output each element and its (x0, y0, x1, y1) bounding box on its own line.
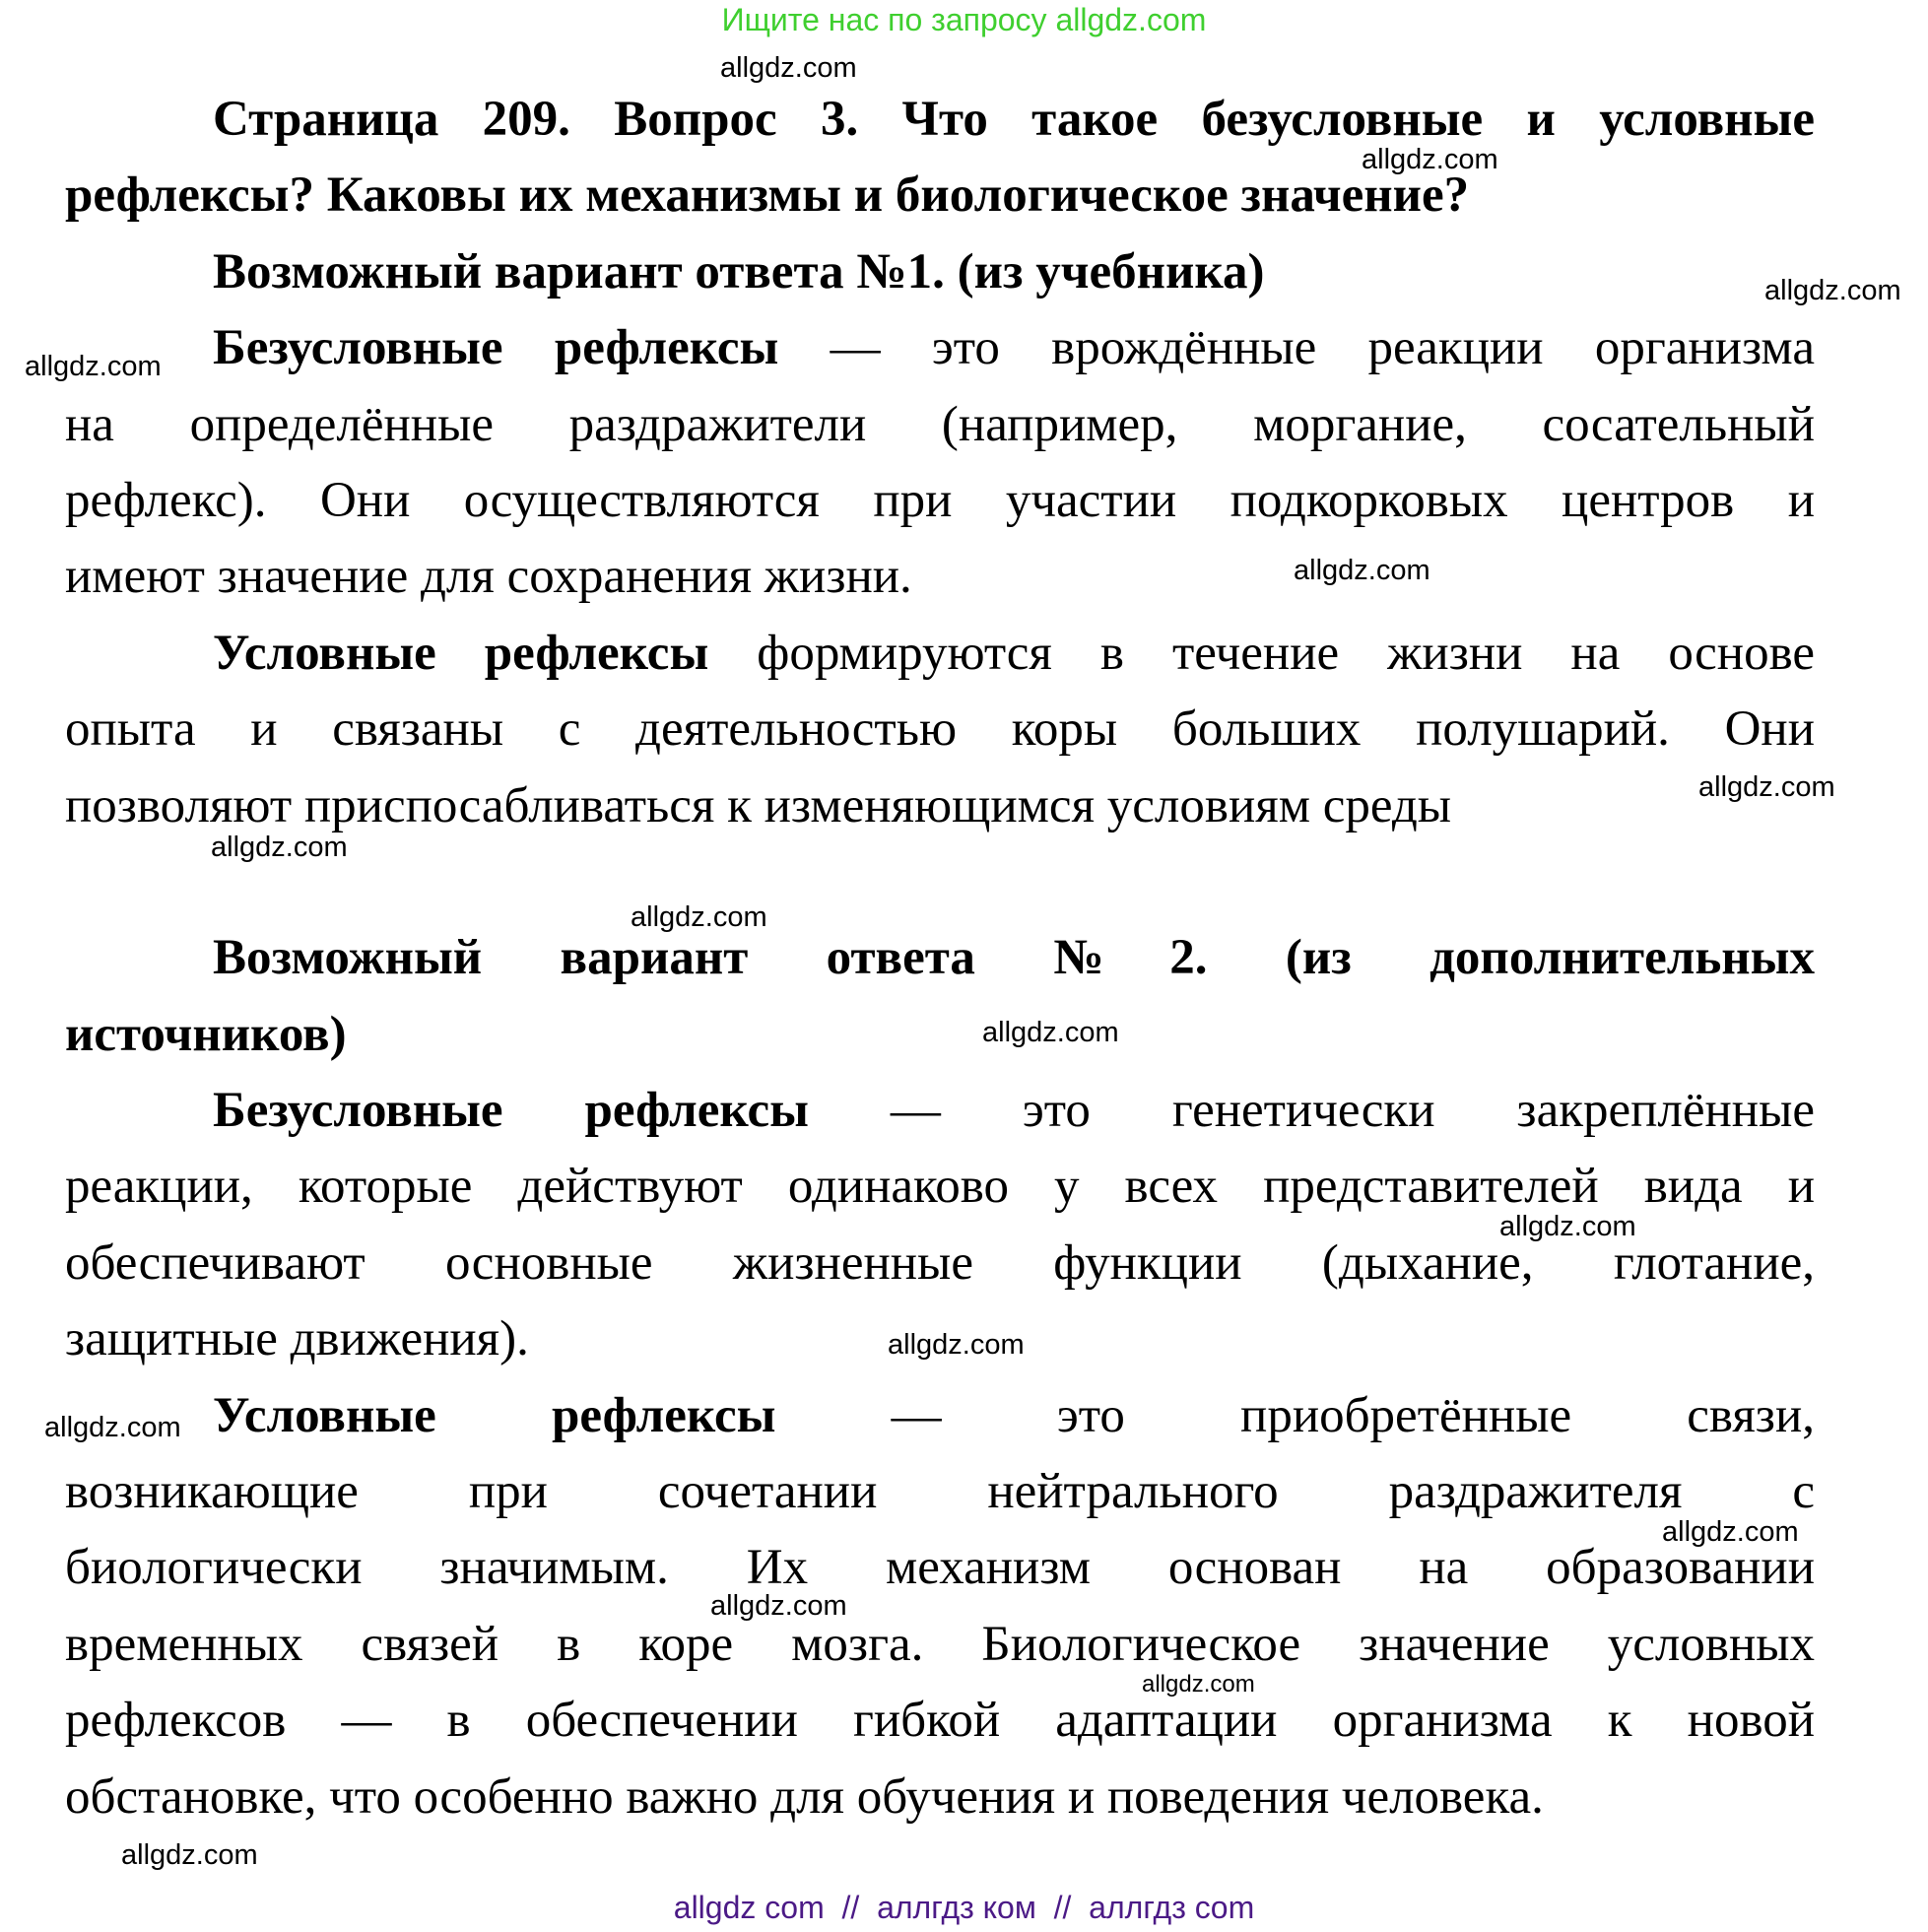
paragraph-line: опыта и связаны с деятельностью коры больших полушарий. Они (65, 701, 1815, 758)
watermark: allgdz.com (1698, 771, 1835, 803)
question-title-line: Страница 209. Вопрос 3. Что такое безусловные и условные (213, 92, 1815, 147)
paragraph-line: Условные рефлексы — это приобретённые связи, (213, 1387, 1815, 1443)
paragraph-line: обеспечивают основные жизненные функции (дыхание, глотание, (65, 1234, 1815, 1291)
paragraph-line: обстановке, что особенно важно для обучения и поведения человека. (65, 1768, 1544, 1825)
watermark: allgdz.com (888, 1329, 1025, 1361)
watermark: allgdz.com (710, 1590, 847, 1622)
paragraph-line: биологически значимым. Их механизм основан на образовании (65, 1540, 1815, 1596)
paragraph-line: Безусловные рефлексы — это врождённые реакции организма (213, 320, 1815, 376)
watermark: allgdz.com (1499, 1211, 1636, 1242)
question-title-line: рефлексы? Каковы их механизмы и биологическое значение? (65, 167, 1470, 224)
document-body (65, 82, 1815, 1835)
term: Безусловные рефлексы (213, 1083, 809, 1139)
watermark: allgdz.com (211, 832, 348, 863)
footer-banner: allgdz com // аллгдз ком // аллгдз com (673, 1890, 1255, 1925)
paragraph-line: реакции, которые действуют одинаково у всех представителей вида и (65, 1159, 1815, 1215)
watermark: allgdz.com (1662, 1516, 1799, 1548)
paragraph-line: Безусловные рефлексы — это генетически закреплённые (213, 1083, 1815, 1139)
paragraph-line: возникающие при сочетании нейтрального раздражителя с (65, 1464, 1815, 1520)
watermark: allgdz.com (982, 1017, 1119, 1048)
paragraph-line: Условные рефлексы формируются в течение жизни на основе (213, 625, 1815, 681)
watermark: allgdz.com (1294, 555, 1430, 586)
paragraph-line: временных связей в коре мозга. Биологическое значение условных (65, 1616, 1815, 1672)
answer1-heading: Возможный вариант ответа №1. (из учебника) (213, 243, 1265, 300)
term: Безусловные рефлексы (213, 320, 779, 376)
watermark: allgdz.com (1764, 275, 1901, 306)
paragraph-line: на определённые раздражители (например, моргание, сосательный (65, 396, 1815, 452)
term: Условные рефлексы (213, 1387, 776, 1443)
paragraph-line: имеют значение для сохранения жизни. (65, 549, 912, 605)
watermark: allgdz.com (1362, 144, 1498, 175)
term: Условные рефлексы (213, 625, 709, 681)
watermark: allgdz.com (121, 1839, 258, 1871)
search-banner: Ищите нас по запросу allgdz.com (721, 2, 1207, 37)
answer2-heading: Возможный вариант ответа №2. (из дополнительных (213, 930, 1815, 986)
paragraph-line: рефлексов — в обеспечении гибкой адаптации организма к новой (65, 1693, 1815, 1749)
paragraph-line: рефлекс). Они осуществляются при участии подкорковых центров и (65, 472, 1815, 528)
paragraph-line: защитные движения). (65, 1311, 529, 1367)
watermark: allgdz.com (44, 1412, 181, 1443)
paragraph-line: позволяют приспосабливаться к изменяющимся условиям среды (65, 777, 1452, 833)
watermark: allgdz.com (1142, 1671, 1255, 1698)
watermark: allgdz.com (25, 351, 162, 382)
answer2-heading: источников) (65, 1006, 347, 1062)
watermark: allgdz.com (720, 52, 857, 84)
watermark: allgdz.com (631, 901, 767, 933)
